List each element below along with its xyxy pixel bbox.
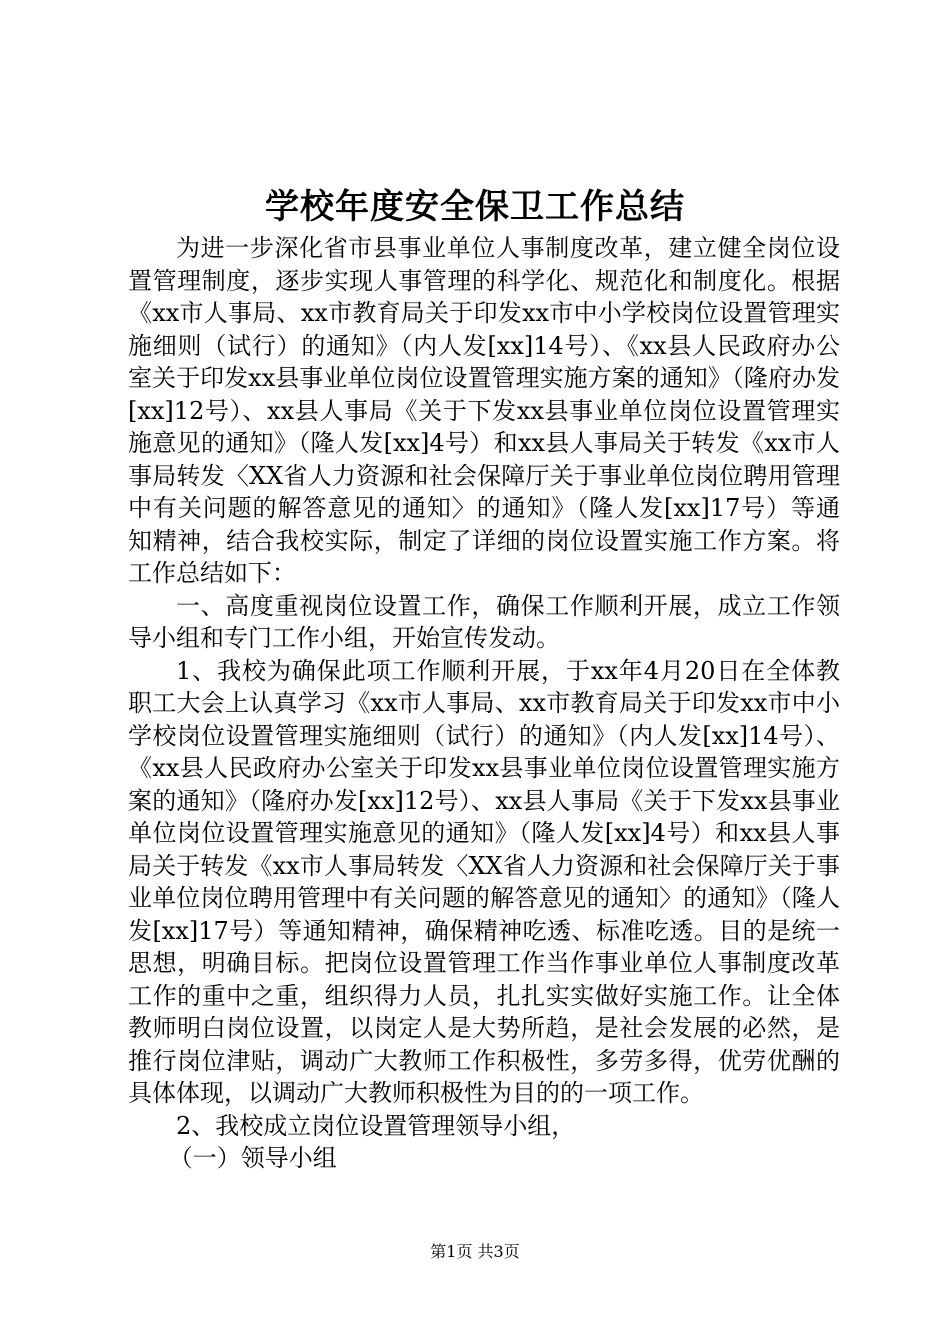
document-title: 学校年度安全保卫工作总结 — [265, 187, 685, 227]
paragraph-item-two: 2、我校成立岗位设置管理领导小组， — [176, 1111, 576, 1140]
paragraph-section-one: 一、高度重视岗位设置工作，确保工作顺利开展，成立工作领导小组和专门工作小组，开始宣传发动。 — [128, 591, 840, 652]
document-body — [128, 232, 840, 1175]
paragraph-item-one: 1、我校为确保此项工作顺利开展，于xx年4月20日在全体教职工大会上认真学习《xx市人事局、xx市教育局关于印发xx市中小学校岗位设置管理实施细则（试行）的通知》（内人发[xx]14号）、《xx县人民政府办公室关于印发xx县事业单位岗位设置管理实施方案的通知》（隆府办发[xx]12号）、xx县人事局《关于下发xx县事业单位岗位设置管理实施意见的通知》（隆人发[xx]4号）和xx县人事局关于转发《xx市人事局转发〈XX省人力资源和社会保障厅关于事业单位岗位聘用管理中有关问题的解答意见的通知〉的通知》（隆人发[xx]17号）等通知精神，确保精神吃透、标准吃透。目的是统一思想，明确目标。把岗位设置管理工作当作事业单位人事制度改革工作的重中之重，组织得力人员，扎扎实实做好实施工作。让全体教师明白岗位设置，以岗定人是大势所趋，是社会发展的必然，是推行岗位津贴，调动广大教师工作积极性，多劳多得，优劳优酬的具体体现，以调动广大教师积极性为目的的一项工作。 — [128, 656, 840, 1107]
paragraph-subheading-leadership: （一）领导小组 — [168, 1144, 337, 1172]
page-footer: 第1页 共3页 — [430, 1242, 520, 1261]
paragraph-intro: 为进一步深化省市县事业单位人事制度改革，建立健全岗位设置管理制度，逐步实现人事管理的科学化、规范化和制度化。根据《xx市人事局、xx市教育局关于印发xx市中小学校岗位设置管理实施细则（试行）的通知》（内人发[xx]14号）、《xx县人民政府办公室关于印发xx县事业单位岗位设置管理实施方案的通知》（隆府办发[xx]12号）、xx县人事局《关于下发xx县事业单位岗位设置管理实施意见的通知》（隆人发[xx]4号）和xx县人事局关于转发《xx市人事局转发〈XX省人力资源和社会保障厅关于事业单位岗位聘用管理中有关问题的解答意见的通知〉的通知》（隆人发[xx]17号）等通知精神，结合我校实际，制定了详细的岗位设置实施工作方案。将工作总结如下： — [128, 234, 840, 587]
